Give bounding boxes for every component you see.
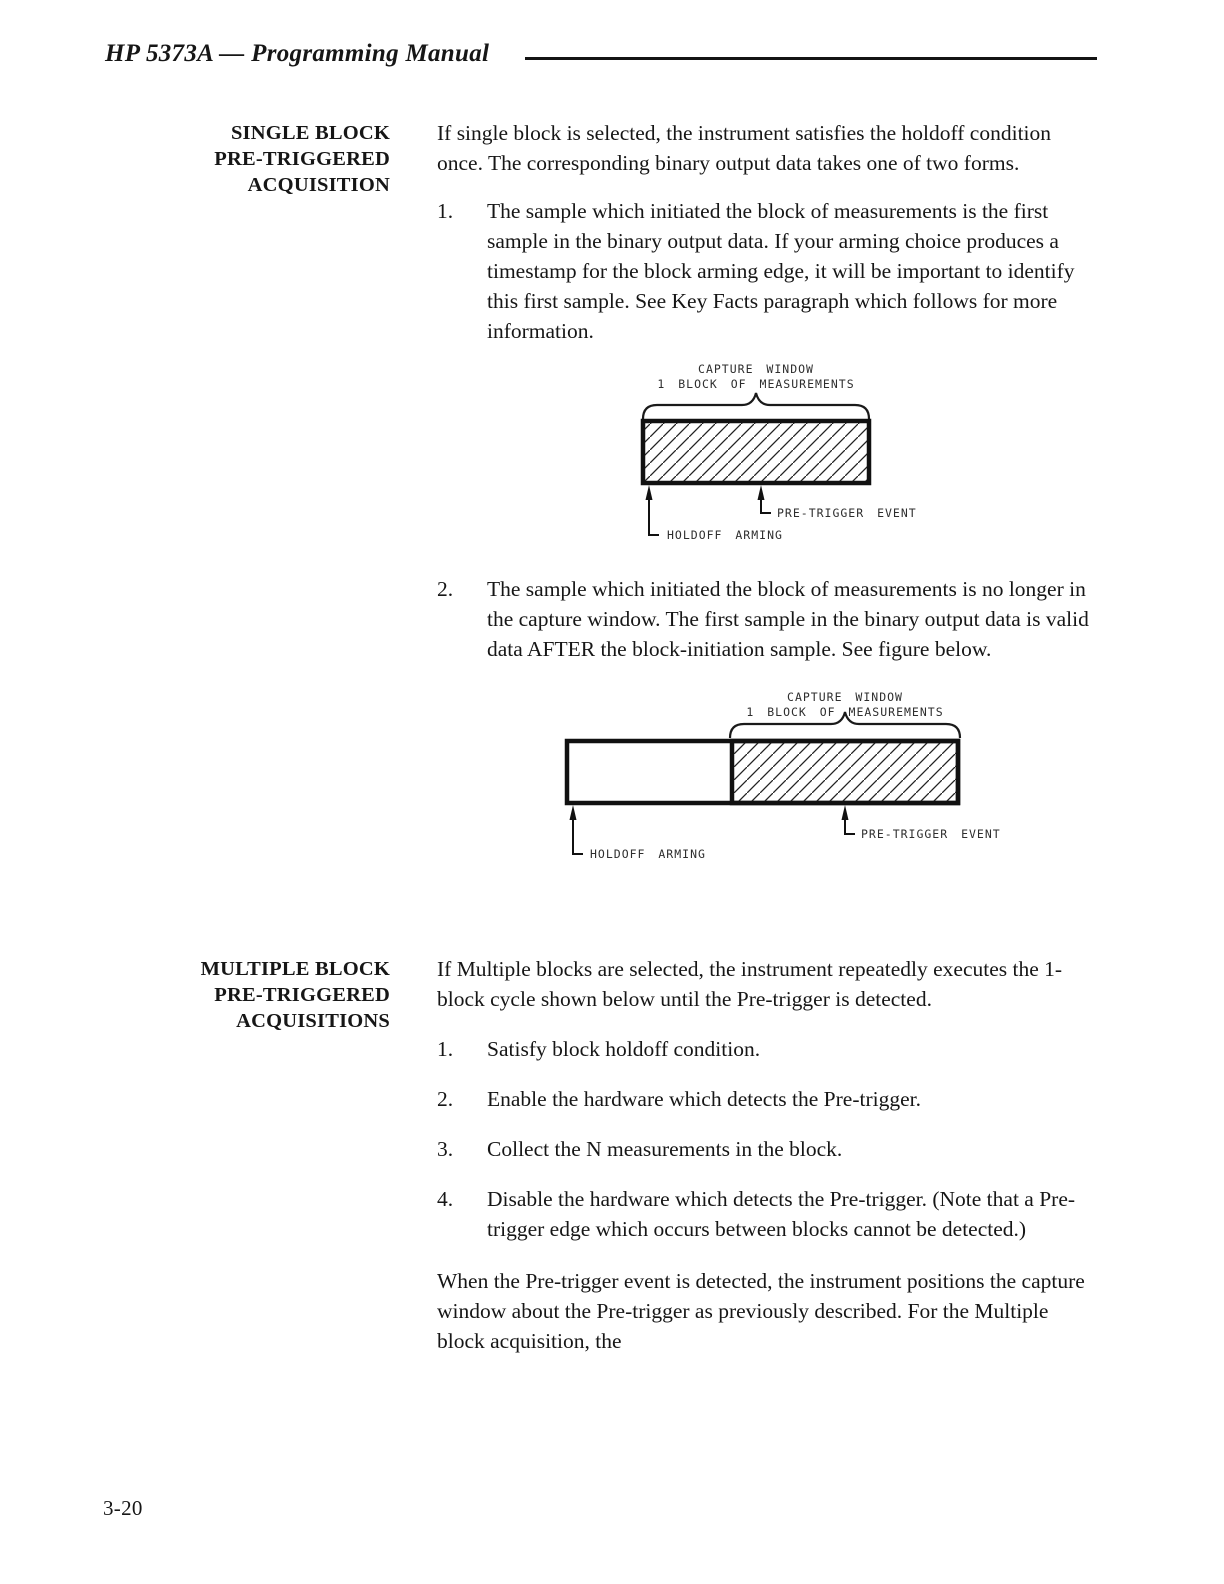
section-single-block [0,118,1224,872]
holdoff-arming-label: HOLDOFF ARMING [590,847,706,861]
brace [643,393,869,419]
figure-single-block-diagram-2 [552,676,1022,872]
heading-line: SINGLE BLOCK [230,122,390,144]
pretrigger-event-label: PRE-TRIGGER EVENT [777,506,917,520]
list-item-number: 4. [437,1187,454,1211]
figure-caption-line1: CAPTURE WINDOW [698,362,814,376]
figure-single-block-diagram-1 [637,359,967,547]
pretrigger-event-label: PRE-TRIGGER EVENT [861,827,1001,841]
list-item-text: Satisfy block holdoff condition. [487,1037,761,1061]
heading-line: PRE-TRIGGERED [214,148,390,170]
list-item [437,1034,1097,1064]
holdoff-leader [649,497,659,535]
figure-caption-line2: 1 BLOCK OF MEASUREMENTS [746,705,944,719]
list-item [437,1134,1097,1164]
list-item-text: The sample which initiated the block of measurements is the first sample in the binary output data. If your arming choice produces a timestamp for the block arming edge, it will be important to identify this first sample. See Key Facts paragraph which follows for more information. [487,199,1075,343]
list-item-text: Disable the hardware which detects the Pre-trigger. (Note that a Pre-trigger edge which occurs between blocks cannot be detected.) [487,1187,1076,1241]
list-item [437,1084,1097,1114]
holdoff-leader [573,817,583,854]
heading-line: PRE-TRIGGERED [214,984,390,1006]
section-body [390,954,1224,1356]
list-item-number: 2. [437,1087,454,1111]
heading-line: ACQUISITIONS [236,1010,390,1032]
list-item [437,1184,1097,1244]
list-item [437,574,1097,664]
header-rule [525,57,1097,60]
list-item-number: 3. [437,1137,454,1161]
section-body [390,118,1224,872]
list-item-text: The sample which initiated the block of measurements is no longer in the capture window. The first sample in the binary output data is valid data AFTER the block-initiation sample. See figure below. [487,577,1089,661]
page-header [105,40,1097,68]
holdoff-arming-label: HOLDOFF ARMING [667,528,783,542]
capture-window-block [643,421,869,483]
list-item-text: Enable the hardware which detects the Pre-trigger. [487,1087,921,1111]
figure-caption-line1: CAPTURE WINDOW [787,690,903,704]
intro-paragraph: If single block is selected, the instrument satisfies the holdoff condition once. The corresponding binary output data takes one of two forms. [437,121,1052,175]
section-heading-single-block [0,118,390,872]
list-item-number: 2. [437,577,454,601]
figure-caption-line2: 1 BLOCK OF MEASUREMENTS [657,377,855,391]
section-heading-multiple-block [0,954,390,1356]
page-number: 3-20 [103,1496,143,1520]
heading-line: MULTIPLE BLOCK [200,958,390,980]
heading-line: ACQUISITION [247,174,390,196]
list-item [437,196,1097,346]
section-multiple-block [0,954,1224,1356]
list-item-number: 1. [437,1037,454,1061]
list-item-number: 1. [437,199,454,223]
intro-paragraph: If Multiple blocks are selected, the instrument repeatedly executes the 1-block cycle shown below until the Pre-trigger is detected. [437,957,1063,1011]
capture-window-block [732,741,958,803]
closing-paragraph: When the Pre-trigger event is detected, the instrument positions the capture window about the Pre-trigger as previously described. For the Multiple block acquisition, the [437,1269,1085,1353]
list-item-text: Collect the N measurements in the block. [487,1137,843,1161]
page-title: HP 5373A — Programming Manual [105,40,490,67]
